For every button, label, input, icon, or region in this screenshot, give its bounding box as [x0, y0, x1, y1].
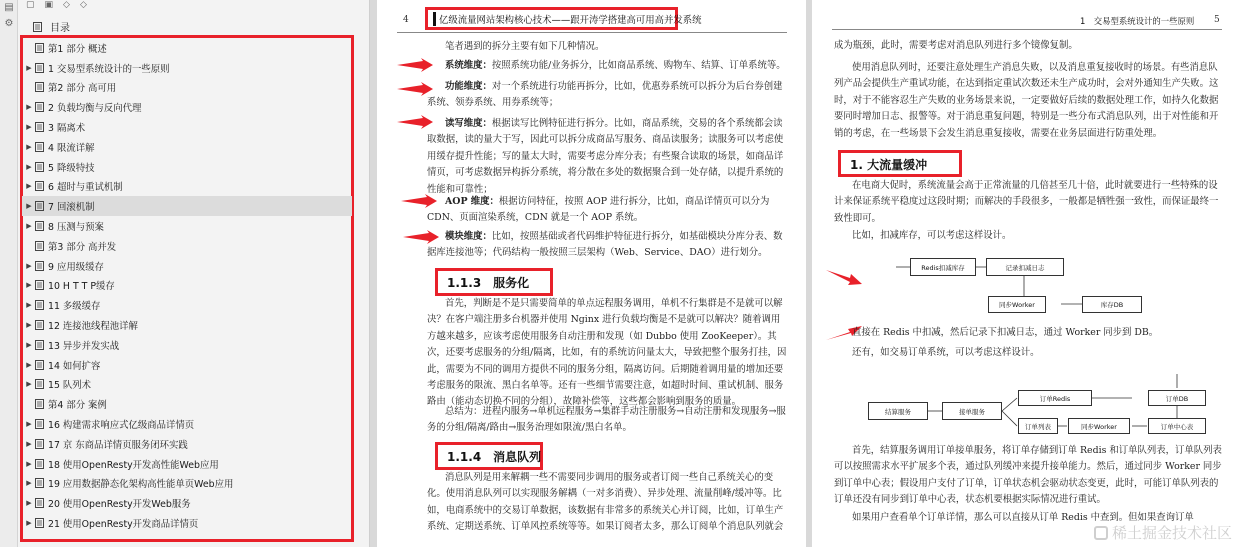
bookmark-icon — [35, 122, 45, 132]
bookmark-icon — [35, 201, 45, 211]
toc-item-label: 19 应用数据静态化架构高性能单页Web应用 — [48, 479, 234, 491]
bookmark-icon — [35, 43, 45, 53]
toc-item-label: 9 应用级缓存 — [48, 261, 104, 273]
thumbnail-icon[interactable]: ▤ — [4, 2, 14, 13]
page-number: 4 — [403, 15, 409, 25]
expand-chevron-icon[interactable]: ▶ — [26, 182, 32, 191]
expand-chevron-icon[interactable]: ▶ — [26, 202, 32, 211]
diagram-box: 记录扣减日志 — [986, 258, 1064, 276]
expand-chevron-icon[interactable]: ▶ — [26, 261, 32, 270]
toc-item-label: 21 使用OpenResty开发商品详情页 — [48, 519, 199, 531]
order-intro: 还有，如交易订单系统，可以考虑这样设计。 — [852, 347, 1040, 358]
toc-item-label: 3 隔离术 — [48, 123, 86, 135]
expand-chevron-icon[interactable]: ▶ — [26, 142, 32, 151]
order-detail-paragraph: 如果用户查看单个订单详情，那么可以直接从订单 Redis 中查到。但如果查询订单 — [852, 512, 1194, 523]
toc-item-label: 5 降级特技 — [48, 162, 95, 174]
toc-item[interactable] — [22, 78, 352, 98]
toc-item[interactable] — [22, 177, 352, 197]
section-heading-mq: 1.1.4 消息队列 — [447, 450, 542, 464]
split-term: 读写维度： — [445, 118, 492, 129]
expand-chevron-icon[interactable]: ▶ — [26, 301, 32, 310]
mq-paragraph: 消息队列是用来解耦一些不需要同步调用的服务或者订阅一些自己系统关心的变化。使用消息队列可以实现服务解耦（一对多消费）、异步处理、流量削峰/缓冲等。比如，电商系统中的交易订单数据，该数据有非常多的系统关心并订阅，比如，订单生产系统、定期送系统、订单风控系统等等。如果订阅者太多，那么订阅单个消息队列就会 — [427, 472, 784, 533]
bookmark-icon — [35, 419, 45, 429]
section-heading-buffer: 1. 大流量缓冲 — [850, 158, 928, 172]
diagram-box: 库存DB — [1082, 296, 1142, 313]
toc-item-label: 第3 部分 高并发 — [48, 241, 117, 253]
bookmark-icon — [33, 22, 43, 32]
toc-item[interactable] — [22, 216, 352, 236]
inventory-intro: 比如，扣减库存，可以考虑这样设计。 — [852, 230, 1012, 241]
collapse-all-icon[interactable]: ▣ — [44, 0, 54, 10]
toc-item[interactable] — [22, 474, 352, 494]
watermark-text: 稀土掘金技术社区 — [1111, 524, 1232, 542]
juejin-logo-icon — [1094, 526, 1108, 540]
expand-chevron-icon[interactable]: ▶ — [26, 380, 32, 389]
bookmark-icon — [35, 181, 45, 191]
split-item-system — [427, 58, 787, 74]
split-term: 系统维度： — [445, 60, 492, 71]
split-item-module — [427, 229, 787, 262]
toc-item-label: 8 压测与预案 — [48, 222, 104, 234]
split-item-function — [427, 79, 787, 112]
expand-all-icon[interactable]: ▢ — [26, 0, 35, 10]
split-item-aop — [427, 194, 787, 227]
expand-chevron-icon[interactable]: ▶ — [26, 281, 32, 290]
red-arrow-icon — [399, 194, 439, 208]
inventory-explanation: 直接在 Redis 中扣减，然后记录下扣减日志，通过 Worker 同步到 DB。 — [852, 327, 1159, 338]
service-summary: 总结为：进程内服务→单机远程服务→集群手动注册服务→自动注册和发现服务→服务的分组/隔离/路由→服务治理如限流/黑白名单。 — [427, 406, 786, 434]
bookmark-icon — [35, 459, 45, 469]
toc-item[interactable] — [22, 335, 352, 355]
bookmark-icon — [35, 142, 45, 152]
split-term: 功能维度： — [445, 81, 492, 92]
toc-item-label: 第4 部分 案例 — [48, 400, 107, 412]
toc-item[interactable] — [22, 236, 352, 256]
split-term: AOP 维度： — [445, 196, 499, 207]
running-header: 亿级流量网站架构核心技术——跟开涛学搭建高可用高并发系统 — [439, 15, 702, 26]
toc-item[interactable] — [22, 434, 352, 454]
toc-item[interactable] — [22, 513, 352, 533]
expand-chevron-icon[interactable]: ▶ — [26, 439, 32, 448]
pdf-page-5 — [812, 0, 1240, 547]
bookmark-icon — [35, 498, 45, 508]
bookmark-icon — [35, 399, 45, 409]
running-header: 1 交易型系统设计的一些原则 — [1080, 16, 1195, 26]
expand-chevron-icon[interactable]: ▶ — [26, 321, 32, 330]
pdf-page-4 — [377, 0, 806, 547]
bookmark-icon — [35, 162, 45, 172]
bookmark-icon — [35, 340, 45, 350]
toc-item-label: 第1 部分 概述 — [48, 43, 107, 55]
toc-item-label: 16 构建需求响应式亿级商品详情页 — [48, 420, 195, 432]
expand-chevron-icon[interactable]: ▶ — [26, 459, 32, 468]
red-arrow-icon — [395, 58, 435, 72]
toc-item[interactable] — [22, 355, 352, 375]
bookmark-delete-icon[interactable]: ◇ — [79, 0, 87, 10]
toc-item[interactable] — [22, 38, 352, 58]
expand-chevron-icon[interactable]: ▶ — [26, 123, 32, 132]
diagram-box: 同步Worker — [988, 296, 1046, 313]
expand-chevron-icon[interactable]: ▶ — [26, 103, 32, 112]
diagram-box: 订单列表 — [1018, 418, 1058, 434]
bookmark-icon — [35, 518, 45, 528]
bookmark-icon — [35, 221, 45, 231]
expand-chevron-icon[interactable]: ▶ — [26, 519, 32, 528]
toc-item[interactable] — [22, 58, 352, 78]
toc-item[interactable] — [22, 315, 352, 335]
sidebar-toolbar — [26, 0, 87, 12]
bookmark-icon — [35, 241, 45, 251]
diagram-box: Redis扣减库存 — [910, 258, 976, 276]
tool-rail — [0, 0, 18, 547]
toc-item-label: 15 队列术 — [48, 380, 92, 392]
toc-item[interactable] — [22, 157, 352, 177]
toc-item-label: 7 回滚机制 — [48, 202, 95, 214]
toc-item-label: 第2 部分 高可用 — [48, 83, 117, 95]
split-text: 比如，按照基础或者代码维护特征进行拆分，如基础模块分库分表、数据库连接池等；代码结构一般按照三层架构（Web、Service、DAO）进行划分。 — [427, 231, 783, 259]
toc-item[interactable] — [22, 137, 352, 157]
diagram-box: 接单服务 — [942, 402, 1002, 420]
toc-item-label: 18 使用OpenResty开发高性能Web应用 — [48, 459, 219, 471]
page-number: 5 — [1214, 15, 1220, 25]
mq-continued: 成为瓶颈，此时，需要考虑对消息队列进行多个镜像复制。 — [834, 40, 1078, 51]
split-text: 对一个系统进行功能再拆分，比如，优惠券系统可以拆分为后台券创建系统、领券系统、用券系统等； — [427, 81, 783, 109]
toc-item[interactable] — [22, 276, 352, 296]
toc-item-label: 17 京 东商品详情页服务闭环实践 — [48, 439, 188, 451]
bookmark-icon — [35, 320, 45, 330]
bookmark-icon — [35, 439, 45, 449]
red-arrow-icon — [401, 230, 441, 244]
toc-item-label: 6 超时与重试机制 — [48, 182, 123, 194]
section-heading-service: 1.1.3 服务化 — [447, 276, 530, 290]
bookmark-icon — [35, 379, 45, 389]
split-term: 模块维度： — [445, 231, 492, 242]
red-arrow-icon — [824, 268, 864, 286]
expand-chevron-icon[interactable]: ▶ — [26, 340, 32, 349]
diagram-box: 订单Redis — [1018, 390, 1092, 406]
diagram-box: 订单DB — [1148, 390, 1206, 406]
toc-item[interactable] — [22, 414, 352, 434]
toc-item[interactable] — [22, 375, 352, 395]
bookmark-icon — [35, 360, 45, 370]
bookmark-icon — [35, 63, 45, 73]
red-arrow-icon — [395, 82, 435, 96]
toc-item[interactable] — [22, 394, 352, 414]
toc-item-label: 12 连接池线程池详解 — [48, 321, 138, 333]
settings-icon[interactable]: ⚙ — [4, 18, 14, 29]
toc-item[interactable] — [22, 454, 352, 474]
outline-title — [32, 19, 70, 34]
split-text: 根据访问特征，按照 AOP 进行拆分，比如，商品详情页可以分为 CDN、页面渲染系统，CDN 就是一个 AOP 系统。 — [427, 196, 770, 224]
expand-chevron-icon[interactable]: ▶ — [26, 222, 32, 231]
diagram-box: 订单中心表 — [1148, 418, 1206, 434]
buffer-paragraph: 在电商大促时，系统流量会高于正常流量的几倍甚至几十倍，此时就要进行一些特殊的设计来保证系统平稳度过这段时期；而解决的手段很多，一般都是牺牲强一致性，而保证最终一致性即可。 — [834, 180, 1219, 224]
expand-chevron-icon[interactable]: ▶ — [26, 162, 32, 171]
expand-chevron-icon[interactable]: ▶ — [26, 63, 32, 72]
expand-chevron-icon[interactable]: ▶ — [26, 499, 32, 508]
toc-item[interactable] — [22, 256, 352, 276]
toc-item-label: 10 H T T P缓存 — [48, 281, 115, 293]
red-arrow-icon — [395, 115, 435, 129]
watermark — [1094, 522, 1232, 543]
header-bar — [433, 12, 436, 26]
bookmark-icon — [35, 261, 45, 271]
intro-paragraph: 笔者遇到的拆分主要有如下几种情况。 — [445, 41, 605, 52]
expand-chevron-icon[interactable]: ▶ — [26, 479, 32, 488]
header-rule — [397, 32, 787, 33]
bookmark-icon — [35, 280, 45, 290]
expand-chevron-icon[interactable]: ▶ — [26, 360, 32, 369]
toc-item[interactable] — [22, 97, 352, 117]
split-text: 根据读写比例特征进行拆分。比如，商品系统，交易的各个系统都会读取数据，读的量大于写，因此可以拆分成商品写服务、商品读服务；读服务可以考虑使用缓存提升性能；写的量太大时，需要考虑分库分表；有些聚合读取的场景，如商品详情页，可考虑数据异构拆分系统，将分散在多处的数据聚合到一处存储，以提升系统的性能和可靠性； — [427, 118, 784, 195]
outline-title-label: 目录 — [50, 23, 70, 34]
toc-item[interactable] — [22, 117, 352, 137]
bookmark-icon — [35, 300, 45, 310]
toc-list — [22, 38, 352, 533]
expand-chevron-icon[interactable]: ▶ — [26, 420, 32, 429]
toc-item-label: 4 限流详解 — [48, 142, 95, 154]
toc-item-label: 20 使用OpenResty开发Web服务 — [48, 499, 191, 511]
header-rule — [832, 29, 1222, 30]
diagram-box: 同步Worker — [1068, 418, 1130, 434]
split-text: 按照系统功能/业务拆分，比如商品系统、购物车、结算、订单系统等。 — [491, 60, 786, 71]
bookmark-icon — [35, 102, 45, 112]
toc-item-label: 14 如何扩容 — [48, 360, 101, 372]
outline-sidebar — [18, 0, 370, 547]
toc-item[interactable] — [22, 295, 352, 315]
mq-failure-paragraph: 使用消息队列时，还要注意处理生产消息失败，以及消息重复接收时的场景。有些消息队列产品会提供生产重试功能，在达到指定重试次数还未生产成功时，会对外通知生产失败。这时，对于不能容忍生产失败的业务场景来说，一定要做好后续的数据处理工作，如持久化数据要同时增加日志、报警等。对于消息重复问题，特别是一些分布式消息队列，出于对性能和开销的考虑，在一些场景下会发生消息重复接收，需要在业务层面进行防重处理。 — [834, 62, 1219, 139]
toc-item-label: 1 交易型系统设计的一些原则 — [48, 63, 170, 75]
order-explanation: 首先，结算服务调用订单接单服务，将订单存储到订单 Redis 和订单队列表，订单队列表可以按照需求水平扩展多个表，通过队列缓冲来提升接单能力。然后，通过同步 Worker 同步到订单中心表；假设用户支付了订单，订单状态机会驱动状态变更，此时，可能订单队列表的订单还没有同步到订单中心表，状态机要根据实际情况进行重试。 — [834, 445, 1222, 506]
toc-item[interactable] — [22, 493, 352, 513]
bookmark-add-icon[interactable]: ◇ — [63, 0, 70, 10]
bookmark-icon — [35, 478, 45, 488]
diagram-box: 结算服务 — [868, 402, 928, 420]
toc-item-label: 13 异步并发实战 — [48, 340, 120, 352]
service-paragraph: 首先，判断是不是只需要简单的单点远程服务调用，单机不行集群是不是就可以解决？在客户端注册多台机器并使用 Nginx 进行负载均衡是不是就可以解决？随着调用方越来越多，应该考虑使用服务自动注册和发现（如 Dubbo 使用 ZooKeeper）。其次，还要考虑服务的分组/隔离，比如，有的系统访问量太大，导致把整个服务打挂，因此，需要为不同的调用方提供不同的服务分组，隔离访问。后期随着调用量的增加还要考虑服务的限流、黑白名单等。还有一些细节需要注意，如超时时间、重试机制、服务路由（能动态切换不同的分组），故障补偿等，这些都会影响到服务的质量。 — [427, 298, 787, 408]
toc-item-label: 2 负载均衡与反向代理 — [48, 103, 142, 115]
bookmark-icon — [35, 82, 45, 92]
split-item-readwrite — [427, 116, 787, 198]
toc-item[interactable] — [22, 196, 352, 216]
toc-item-label: 11 多级缓存 — [48, 301, 101, 313]
